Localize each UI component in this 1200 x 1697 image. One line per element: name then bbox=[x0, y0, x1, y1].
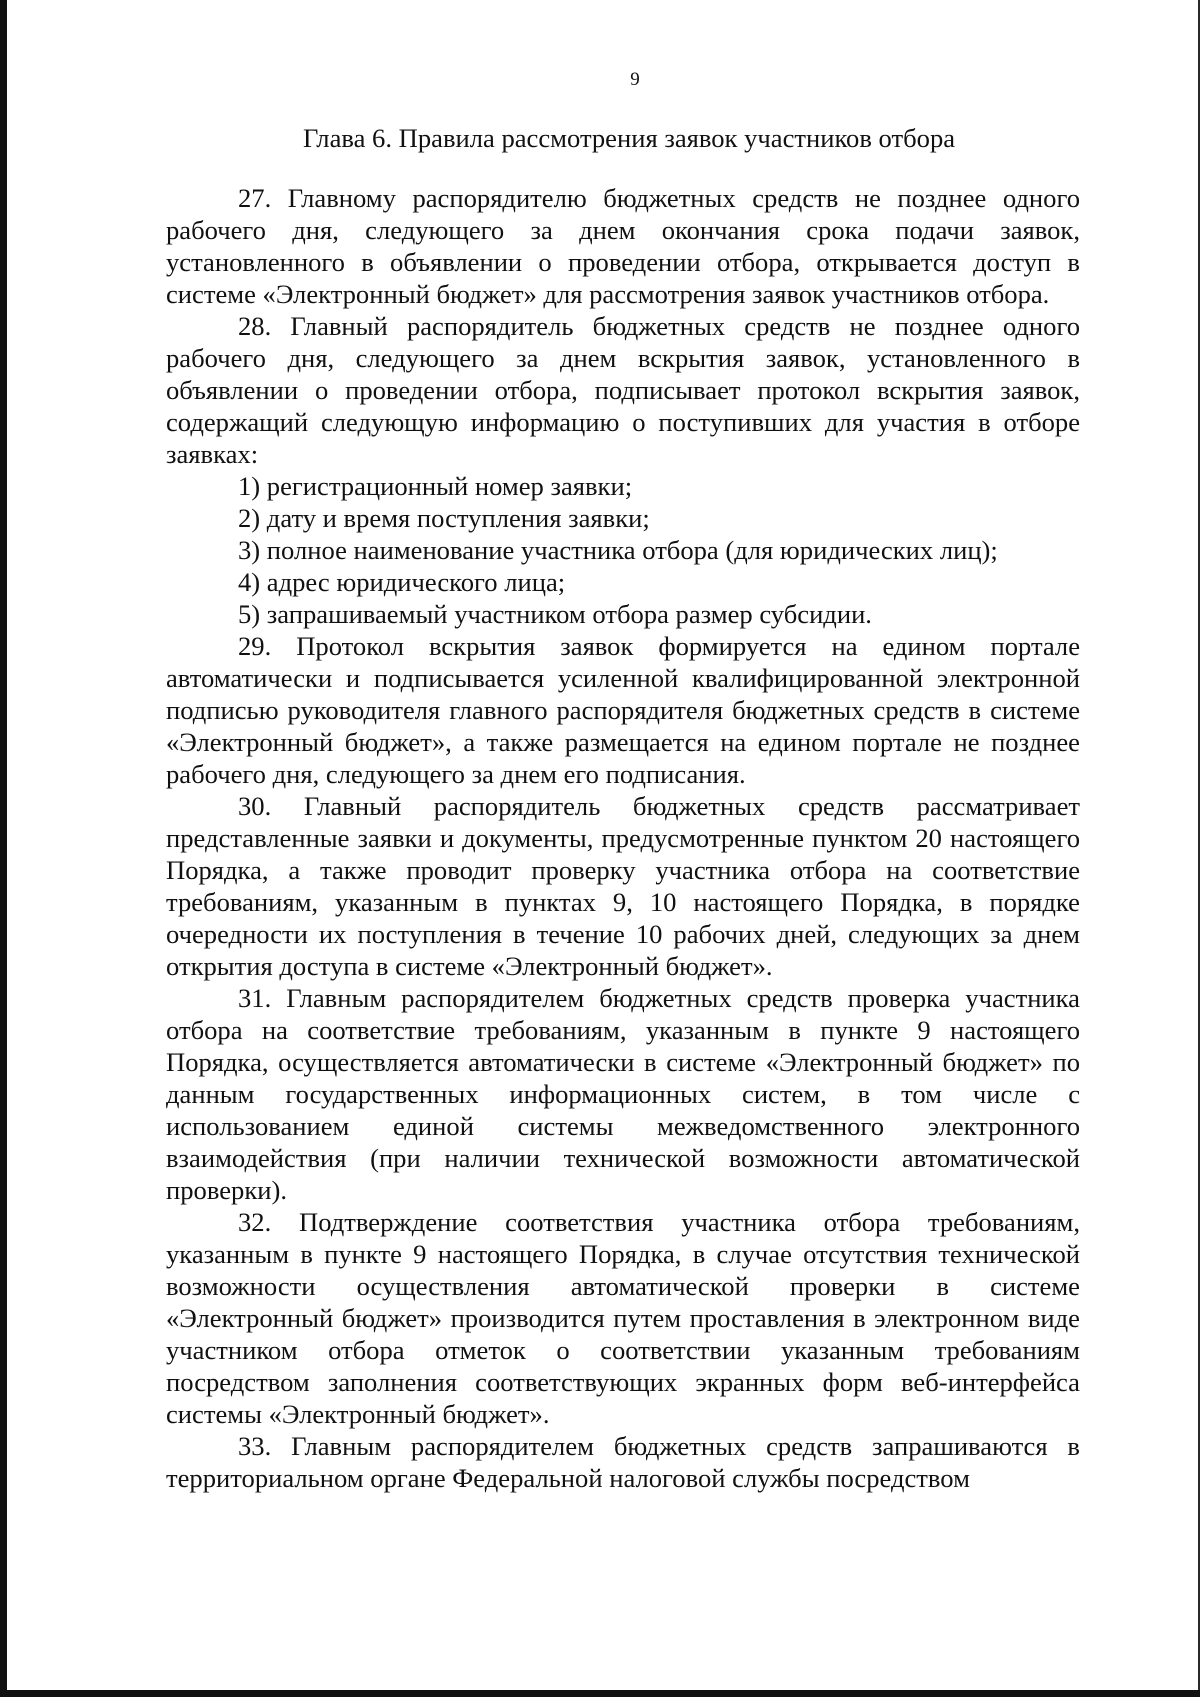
paragraph-29: 29. Протокол вскрытия заявок формируется на едином портале автоматически и подписывается усиленной квалифицированной электронной подписью руководителя главного распорядителя бюджетных средств в системе «Электронный бюджет», а также размещается на едином портале не позднее рабочего дня, следующего за днем его подписания. bbox=[166, 631, 1080, 789]
chapter-title: Глава 6. Правила рассмотрения заявок участников отбора bbox=[302, 123, 956, 153]
paragraph-33: 33. Главным распорядителем бюджетных средств запрашиваются в территориальном органе Федеральной налоговой службы посредством bbox=[166, 1431, 1080, 1493]
paragraph-27: 27. Главному распорядителю бюджетных средств не позднее одного рабочего дня, следующего за днем окончания срока подачи заявок, установленного в объявлении о проведении отбора, открывается доступ в системе «Электронный бюджет» для рассмотрения заявок участников отбора. bbox=[166, 183, 1080, 309]
page-content bbox=[166, 68, 1080, 1494]
paragraph-28: 28. Главный распорядитель бюджетных средств не позднее одного рабочего дня, следующего за днем вскрытия заявок, установленного в объявлении о проведении отбора, подписывает протокол вскрытия заявок, содержащий следующую информацию о поступивших для участия в отборе заявках: bbox=[166, 311, 1080, 469]
scan-edge-left bbox=[0, 0, 7, 1690]
list-item-4: 4) адрес юридического лица; bbox=[238, 567, 566, 597]
page-number: 9 bbox=[630, 69, 640, 90]
scan-edge-bottom bbox=[0, 1690, 1200, 1697]
list-item-3: 3) полное наименование участника отбора (для юридических лиц); bbox=[238, 535, 998, 565]
list-item-2: 2) дату и время поступления заявки; bbox=[238, 503, 650, 533]
paragraph-32: 32. Подтверждение соответствия участника отбора требованиям, указанным в пункте 9 настоящего Порядка, в случае отсутствия технической возможности осуществления автоматической проверки в системе «Электронный бюджет» производится путем проставления в электронном виде участником отбора отметок о соответствии указанным требованиям посредством заполнения соответствующих экранных форм веб-интерфейса системы «Электронный бюджет». bbox=[166, 1207, 1080, 1429]
paragraph-30: 30. Главный распорядитель бюджетных средств рассматривает представленные заявки и документы, предусмотренные пунктом 20 настоящего Порядка, а также проводит проверку участника отбора на соответствие требованиям, указанным в пунктах 9, 10 настоящего Порядка, в порядке очередности их поступления в течение 10 рабочих дней, следующих за днем открытия доступа в системе «Электронный бюджет». bbox=[166, 791, 1080, 981]
list-item-1: 1) регистрационный номер заявки; bbox=[238, 471, 633, 501]
paragraph-31: 31. Главным распорядителем бюджетных средств проверка участника отбора на соответствие требованиям, указанным в пункте 9 настоящего Порядка, осуществляется автоматически в системе «Электронный бюджет» по данным государственных информационных систем, в том числе с использованием единой системы межведомственного электронного взаимодействия (при наличии технической возможности автоматической проверки). bbox=[166, 983, 1080, 1205]
list-item-5: 5) запрашиваемый участником отбора размер субсидии. bbox=[238, 599, 872, 629]
